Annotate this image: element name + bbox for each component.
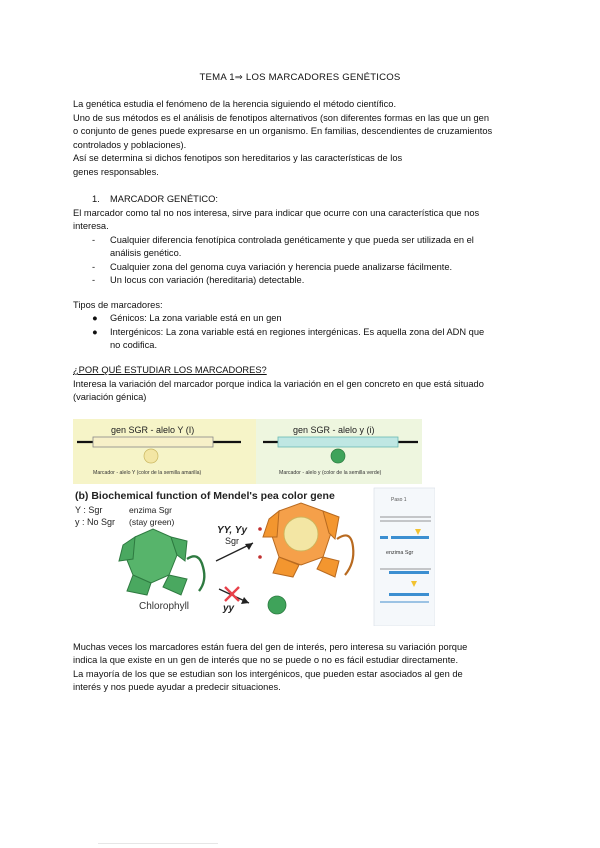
gene-left-box (93, 437, 213, 447)
section-heading: MARCADOR GENÉTICO: (110, 194, 218, 204)
pea-color-figure (73, 419, 435, 626)
arrow-label: Sgr (225, 536, 240, 546)
gene-right-caption: Marcador - alelo y (color de la semilla verde) (279, 470, 382, 476)
porque-line: (variación génica) (73, 392, 147, 402)
green-seed-large (268, 596, 286, 614)
intro-line: Así se determina si dichos fenotipos son hereditarios y las características de los (73, 153, 403, 163)
legend-Y: Y : Sgr (75, 505, 103, 515)
gene-left-caption: Marcador - alelo Y (color de la semilla amarilla) (93, 470, 202, 476)
section-line: El marcador como tal no nos interesa, sirve para indicar que ocurre con una característica que nos (73, 208, 480, 218)
tipos-item: Génicos: La zona variable está en un gen (110, 313, 282, 323)
gene-right-label: gen SGR - alelo y (i) (293, 425, 375, 435)
bullet-text: Un locus con variación (hereditaria) detectable. (110, 275, 305, 285)
stay-green-label: (stay green) (129, 517, 175, 527)
panel-title: (b) Biochemical function of Mendel's pea color gene (75, 490, 335, 502)
footer-divider (98, 843, 218, 844)
inset-diagram (374, 488, 435, 626)
page-title: TEMA 1⇒ LOS MARCADORES GENÉTICOS (199, 72, 401, 83)
chlorophyll-label: Chlorophyll (139, 601, 190, 612)
yellow-seed-small (144, 449, 158, 463)
dash-bullet: - (92, 262, 96, 272)
tipos-item: no codifica. (110, 340, 158, 350)
dot-bullet: ● (92, 313, 98, 323)
intro-line: genes responsables. (73, 167, 159, 177)
bullet-text: Cualquier diferencia fenotípica controlada genéticamente y que pueda ser utilizada en el (110, 235, 474, 245)
porque-heading: ¿POR QUÉ ESTUDIAR LOS MARCADORES? (73, 365, 267, 375)
intro-line: La genética estudia el fenómeno de la herencia siguiendo el método científico. (73, 99, 397, 109)
section-line: interesa. (73, 221, 109, 231)
intro-line: Uno de sus métodos es el análisis de fenotipos alternativos (son diferentes formas en las que un gen (73, 113, 490, 123)
dash-bullet: - (92, 275, 96, 285)
tipos-heading: Tipos de marcadores: (73, 300, 163, 310)
genotype-yy: yy (223, 603, 235, 614)
closing-line: interés y nos puede ayudar a predecir situaciones. (73, 682, 281, 692)
bullet-text: análisis genético. (110, 248, 182, 258)
legend-y: y : No Sgr (75, 517, 116, 527)
genotype-YY: YY, Yy (217, 525, 248, 536)
green-seed-small (331, 449, 345, 463)
intro-line: o conjunto de genes puede expresarse en un organismo. En familias, descendientes de cruzamientos (73, 126, 493, 136)
intro-line: controlados y poblaciones). (73, 140, 187, 150)
closing-line: Muchas veces los marcadores están fuera del gen de interés, pero interesa su variación porque (73, 642, 468, 652)
gene-left-label: gen SGR - alelo Y (I) (111, 425, 195, 435)
gene-right-box (278, 437, 398, 447)
section-number: 1. (92, 194, 100, 204)
dot-bullet: ● (92, 327, 98, 337)
yellow-seed-large (284, 517, 318, 551)
inset-enzyme-label: enzima Sgr (386, 550, 414, 556)
enzyme-label: enzima Sgr (129, 505, 172, 515)
tipos-item: Intergénicos: La zona variable está en regiones intergénicas. Es aquella zona del ADN que (110, 327, 485, 337)
bullet-text: Cualquier zona del genoma cuya variación y herencia puede analizarse fácilmente. (110, 262, 453, 272)
inset-title: Paso 1 (391, 497, 407, 503)
closing-line: indica la que existe en un gen de interés que no se puede o no es fácil estudiar directamente. (73, 655, 459, 665)
closing-line: La mayoría de los que se estudian son los intergénicos, que pueden estar asociados al gen de (73, 669, 463, 679)
porque-line: Interesa la variación del marcador porque indica la variación en el gen concreto en que está situado (73, 379, 484, 389)
dash-bullet: - (92, 235, 96, 245)
